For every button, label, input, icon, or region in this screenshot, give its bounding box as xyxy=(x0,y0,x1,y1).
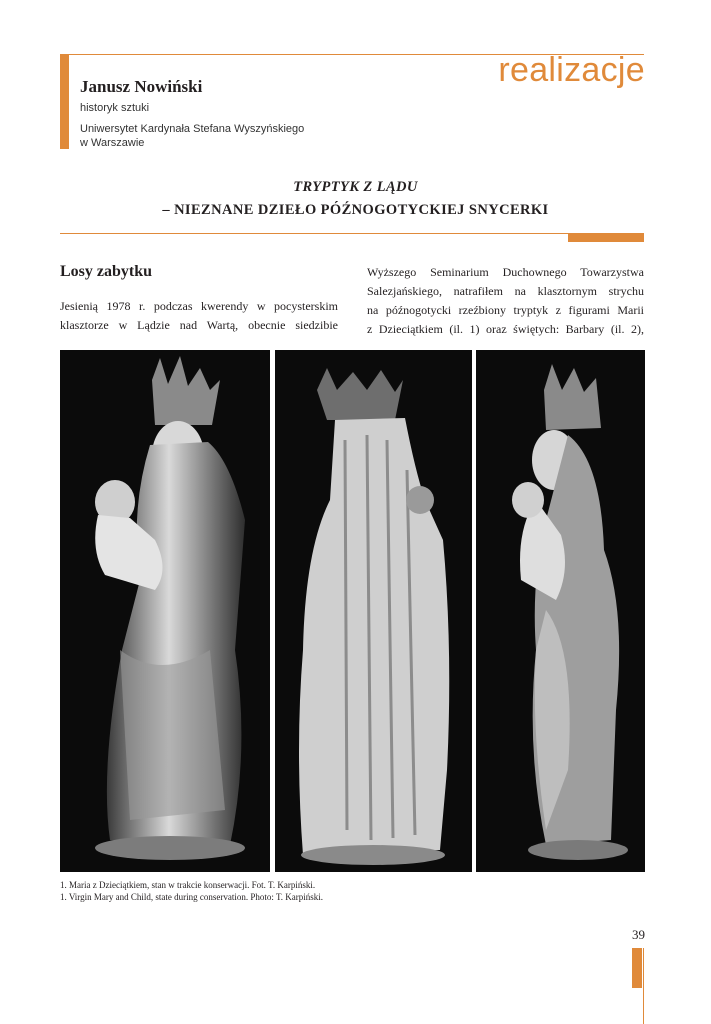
title-rule xyxy=(60,233,644,234)
paragraph-line: z Dzieciątkiem (il. 1) oraz świętych: Barbary (il. 2), xyxy=(367,322,644,336)
figure-caption-pl: 1. Maria z Dzieciątkiem, stan w trakcie konserwacji. Fot. T. Karpiński. xyxy=(60,880,316,890)
title-accent-block xyxy=(568,233,644,242)
paragraph-line: Salezjańskiego, natrafiłem na klasztornym strychu xyxy=(367,284,644,298)
sculpture-photo-back xyxy=(275,350,472,872)
section-heading: Losy zabytku xyxy=(60,263,153,280)
affiliation-line-1: Uniwersytet Kardynała Stefana Wyszyńskiego xyxy=(80,123,305,135)
article-subtitle: – NIEZNANE DZIEŁO PÓŹNOGOTYCKIEJ SNYCERKI xyxy=(162,202,549,218)
paragraph-line: na późnogotycki rzeźbiony tryptyk z figurami Marii xyxy=(367,303,644,317)
footer-accent-bar xyxy=(632,948,642,988)
sculpture-photo-side xyxy=(476,350,645,872)
paragraph-line: Jesienią 1978 r. podczas kwerendy w pocysterskim xyxy=(60,299,338,313)
author-name: Janusz Nowiński xyxy=(80,77,203,96)
author-accent-bar xyxy=(60,54,69,149)
affiliation-line-2: w Warszawie xyxy=(80,137,145,149)
page-number: 39 xyxy=(632,927,645,942)
article-title: TRYPTYK Z LĄDU xyxy=(293,179,418,195)
sculpture-photo-front xyxy=(60,350,270,872)
figure-caption-en: 1. Virgin Mary and Child, state during conservation. Photo: T. Karpiński. xyxy=(60,892,324,902)
paragraph-line: Wyższego Seminarium Duchownego Towarzystwa xyxy=(367,265,644,279)
paragraph-line: klasztorze w Lądzie nad Wartą, obecnie siedzibie xyxy=(60,318,338,332)
left-column xyxy=(60,297,338,335)
footer-rule xyxy=(643,948,644,1024)
section-tag: realizacje xyxy=(498,51,645,89)
author-role: historyk sztuki xyxy=(80,102,150,114)
right-column xyxy=(367,263,644,339)
